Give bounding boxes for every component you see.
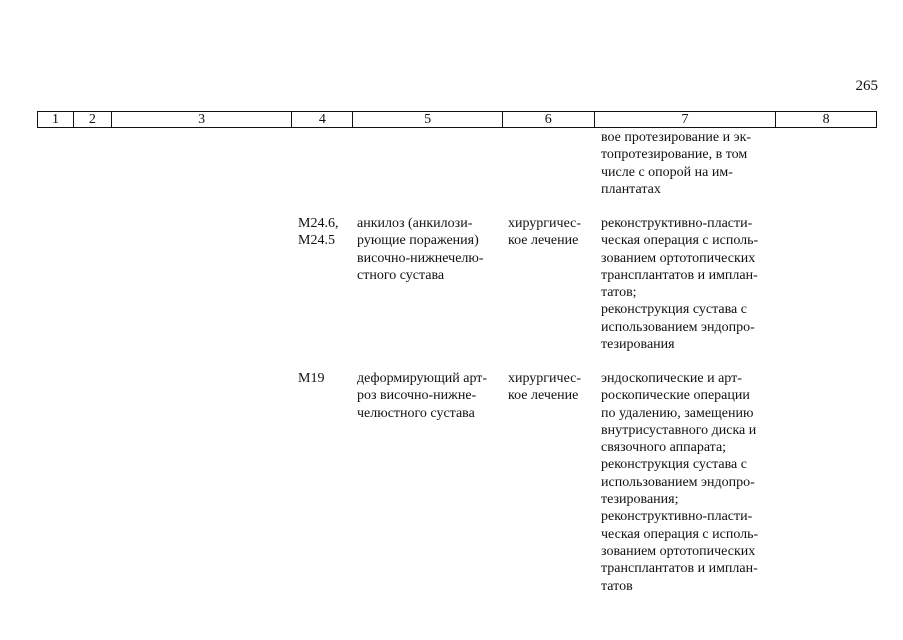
row2-code: M19 (298, 371, 325, 386)
row2-method: эндоскопические и арт- роскопические операции по удалению, замещению внутрисуставного диска и связочного аппарата; реконструкция сустава с использованием эндопро- тезирования; реконструктивно-пласти- ческая операция с исполь- зованием ортотопических трансплантатов и имплан- татов (601, 371, 759, 594)
row1-diagnosis: анкилоз (анкилози- рующие поражения) височно-нижнечелю- стного сустава (357, 216, 484, 283)
header-cell-7: 7 (595, 112, 777, 127)
header-cell-2: 2 (74, 112, 112, 127)
header-cell-1: 1 (38, 112, 74, 127)
table-header-row (37, 111, 877, 128)
header-cell-4: 4 (292, 112, 353, 127)
row1-method: реконструктивно-пласти- ческая операция с исполь- зованием ортотопических трансплантатов и имплан- татов; реконструкция сустава с использованием эндопро- тезирования (601, 216, 759, 353)
continuation-method-text: вое протезирование и эк- топротезирование, в том числе с опорой на им- плантатах (601, 130, 752, 197)
header-cell-8: 8 (822, 112, 830, 127)
page-number: 265 (855, 78, 878, 94)
row2-diagnosis: деформирующий арт- роз височно-нижне- челюстного сустава (357, 371, 488, 421)
row1-treatment-type: хирургичес- кое лечение (508, 216, 582, 249)
header-cell-6: 6 (503, 112, 595, 127)
header-cell-5: 5 (353, 112, 503, 127)
row2-treatment-type: хирургичес- кое лечение (508, 371, 582, 404)
row1-code: M24.6, M24.5 (298, 216, 339, 249)
header-cell-3: 3 (112, 112, 293, 127)
